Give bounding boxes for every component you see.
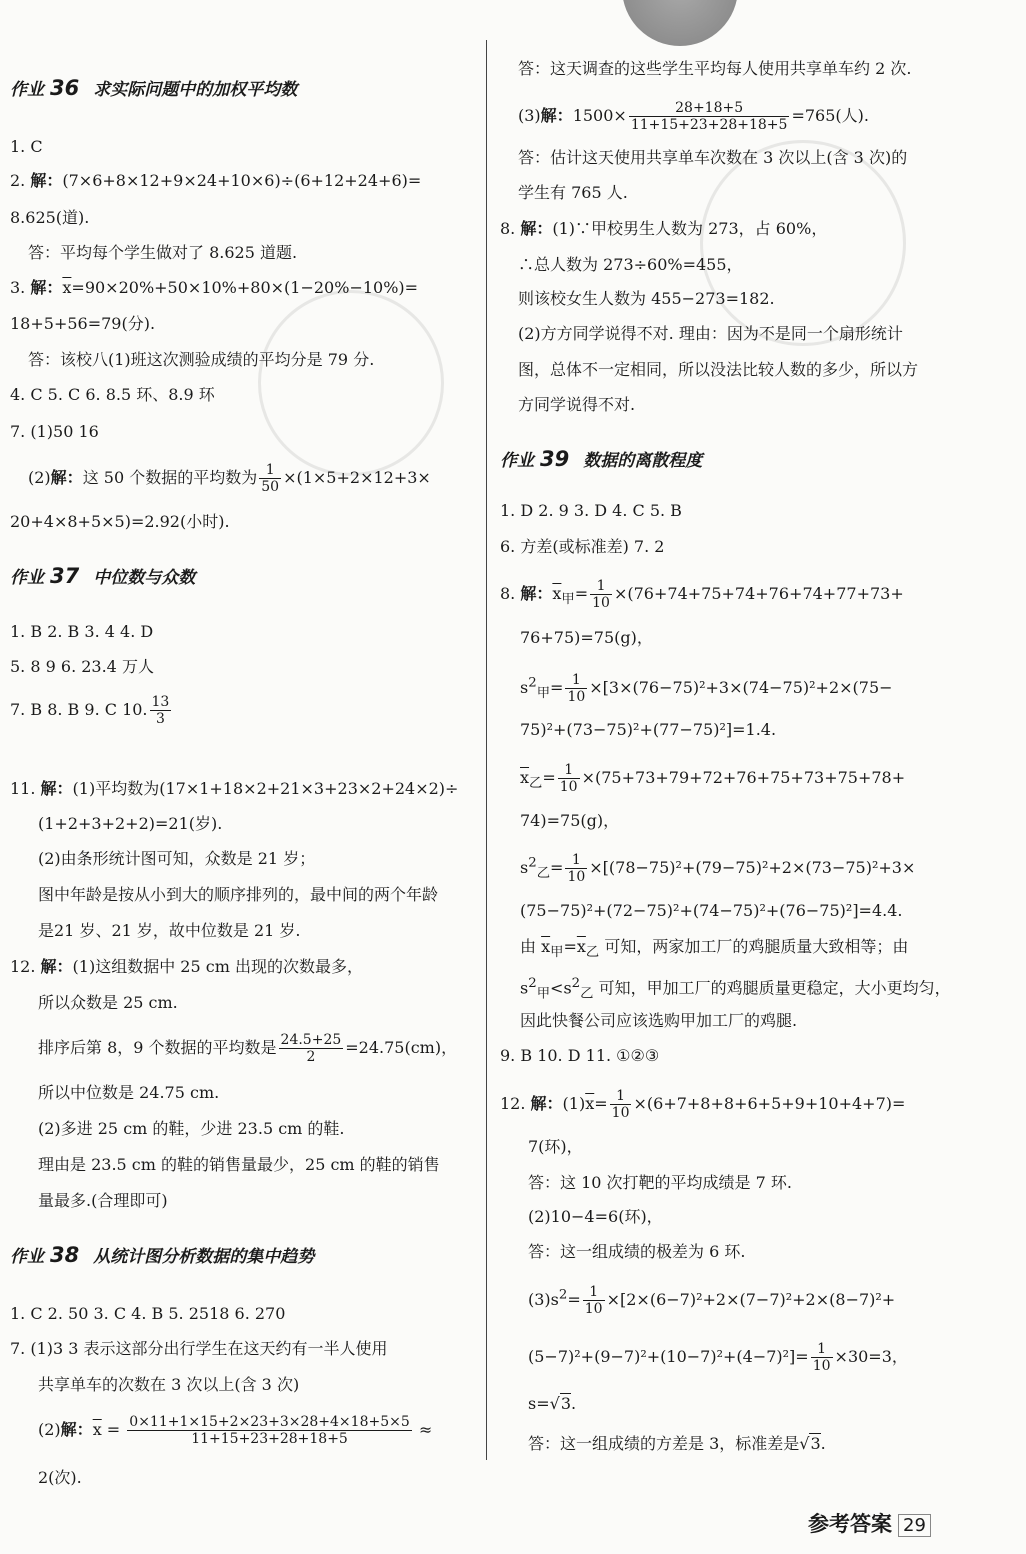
- answer-line: 是21 岁、21 岁，故中位数是 21 岁.: [38, 921, 301, 940]
- answer-line: 答：平均每个学生做对了 8.625 道题.: [28, 243, 298, 262]
- answer-line: (2)由条形统计图可知，众数是 21 岁；: [38, 849, 316, 868]
- answer-line: (5−7)²+(9−7)²+(10−7)²+(4−7)²]= $\frac{1}{10}$ ×30=3，: [528, 1341, 908, 1374]
- answer-line: 9. B 10. D 11. ①②③: [500, 1046, 660, 1065]
- answer-line: 8.625(道).: [10, 208, 90, 227]
- answer-line: 5. 8 9 6. 23.4 万人: [10, 657, 154, 676]
- answer-line: 排序后第 8，9 个数据的平均数是 $\frac{24.5+25}{2}$ =24.75(cm)，: [38, 1032, 458, 1065]
- answer-line: 共享单车的次数在 3 次以上(含 3 次): [38, 1375, 300, 1394]
- page-footer: 参考答案 29: [808, 1508, 931, 1538]
- section-heading-39: 作业 39 数据的离散程度: [500, 447, 703, 471]
- answer-line: 量最多.(合理即可): [38, 1191, 168, 1210]
- answer-line: (2)方方同学说得不对. 理由：因为不是同一个扇形统计: [518, 324, 903, 343]
- answer-line: (2)10−4=6(环)，: [528, 1207, 663, 1226]
- answer-line: $(3)s^2=$ $\frac{1}{10}$ ×[2×(6−7)²+2×(7−7)²+2×(8−7)²+: [528, 1284, 896, 1317]
- answer-line: 1. D 2. 9 3. D 4. C 5. B: [500, 501, 682, 520]
- answer-line: 答：这一组成绩的方差是 3，标准差是√3.: [528, 1434, 826, 1453]
- answer-line: 11. 解：(1)平均数为(17×1+18×2+21×3+23×2+24×2)÷: [10, 779, 459, 798]
- answer-line: 图中年龄是按从小到大的顺序排列的，最中间的两个年龄: [38, 885, 439, 904]
- answer-line: 理由是 23.5 cm 的鞋的销售量最少，25 cm 的鞋的销售: [38, 1155, 440, 1174]
- answer-line: (2)多进 25 cm 的鞋，少进 23.5 cm 的鞋.: [38, 1119, 345, 1138]
- answer-line: $\overline{x}_乙=$ $\frac{1}{10}$ ×(75+73+79+72+76+75+73+75+78+: [520, 762, 906, 795]
- answer-line: (75−75)²+(72−75)²+(74−75)²+(76−75)²]=4.4.: [520, 901, 903, 920]
- answer-line: 图，总体不一定相同，所以没法比较人数的多少，所以方: [518, 360, 919, 379]
- answer-line: 8. 解：(1)∵甲校男生人数为 273，占 60%，: [500, 219, 828, 238]
- answer-line: 因此快餐公司应该选购甲加工厂的鸡腿.: [520, 1011, 798, 1030]
- answer-line: 20+4×8+5×5)=2.92(小时).: [10, 512, 230, 531]
- answer-line: 12. 解：(1)这组数据中 25 cm 出现的次数最多，: [10, 957, 363, 976]
- answer-line: 7(环)，: [528, 1137, 583, 1156]
- answer-line: 1. B 2. B 3. 4 4. D: [10, 622, 154, 641]
- answer-line: 2(次).: [38, 1468, 82, 1487]
- answer-line: 6. 方差(或标准差) 7. 2: [500, 537, 665, 556]
- answer-line: 则该校女生人数为 455−273=182.: [518, 289, 775, 308]
- watermark-stamp: [700, 140, 906, 346]
- answer-line: 所以中位数是 24.75 cm.: [38, 1083, 220, 1102]
- column-divider: [486, 40, 487, 1460]
- answer-line: 1. C: [10, 137, 43, 156]
- answer-line: 3. 解：$\overline{x}=90\times 20\%+50\times 10\%+80\times(1-20\%-10\%)=$: [10, 278, 419, 297]
- answer-line: 所以众数是 25 cm.: [38, 993, 178, 1012]
- page-number: 29: [898, 1514, 931, 1537]
- answer-line: $s^2_甲=$ $\frac{1}{10}$ ×[3×(76−75)²+3×(74−75)²+2×(75−: [520, 672, 893, 705]
- answer-line: 4. C 5. C 6. 8.5 环、8.9 环: [10, 385, 215, 404]
- section-heading-38: 作业 38 从统计图分析数据的集中趋势: [10, 1243, 315, 1267]
- answer-line: (1+2+3+2+2)=21(岁).: [38, 814, 223, 833]
- answer-line: 2. 解：(7×6+8×12+9×24+10×6)÷(6+12+24+6)=: [10, 171, 422, 190]
- answer-line: 12. 解：$(1)\overline{x}=$ $\frac{1}{10}$ ×(6+7+8+8+6+5+9+10+4+7)=: [500, 1088, 906, 1121]
- answer-line: ∴总人数为 273÷60%=455，: [518, 255, 743, 274]
- answer-line: (2)解：这 50 个数据的平均数为 $\frac{1}{50}$ ×(1×5+2×12+3×: [28, 462, 431, 495]
- answer-line: 76+75)=75(g)，: [520, 628, 653, 647]
- answer-line: 学生有 765 人.: [518, 183, 628, 202]
- answer-line: 由 $\overline{x}_甲=\overline{x}_乙$ 可知，两家加工厂的鸡腿质量大致相等；由: [520, 937, 909, 961]
- answer-line: 75)²+(73−75)²+(77−75)²]=1.4.: [520, 720, 777, 739]
- answer-line: $s^2_甲<s^2_乙$ 可知，甲加工厂的鸡腿质量更稳定，大小更均匀，: [520, 976, 951, 1002]
- answer-line: 74)=75(g)，: [520, 811, 620, 830]
- answer-line: (3)解：1500× $\frac{28+18+5}{11+15+23+28+18+5}$ =765(人).: [518, 100, 869, 133]
- answer-line: 18+5+56=79(分).: [10, 314, 156, 333]
- answer-line: s=√3.: [528, 1394, 577, 1413]
- answer-line: (2)解：$\overline{x}$ = $\frac{0\times 11+1\times 15+2\times 23+3\times 28+4\times 18+5\times 5}{11+15+23+28+18+5}$ ≈: [38, 1414, 433, 1447]
- scan-blob: [622, 0, 738, 46]
- watermark-stamp: [258, 290, 444, 476]
- answer-line: 答：该校八(1)班这次测验成绩的平均分是 79 分.: [28, 350, 375, 369]
- section-heading-36: 作业 36 求实际问题中的加权平均数: [10, 76, 298, 100]
- answer-line: 7. (1)3 3 表示这部分出行学生在这天约有一半人使用: [10, 1339, 388, 1358]
- answer-line: 答：这天调查的这些学生平均每人使用共享单车约 2 次.: [518, 59, 912, 78]
- answer-line: 方同学说得不对.: [518, 395, 636, 414]
- answer-line: 答：这一组成绩的极差为 6 环.: [528, 1242, 746, 1261]
- answer-line: 1. C 2. 50 3. C 4. B 5. 2518 6. 270: [10, 1304, 286, 1323]
- section-heading-37: 作业 37 中位数与众数: [10, 564, 196, 588]
- answer-line: 答：估计这天使用共享单车次数在 3 次以上(含 3 次)的: [518, 148, 908, 167]
- answer-line: 8. 解：$\overline{x}_甲=$ $\frac{1}{10}$ ×(76+74+75+74+76+74+77+73+: [500, 578, 904, 611]
- answer-line: 答：这 10 次打靶的平均成绩是 7 环.: [528, 1173, 792, 1192]
- answer-line: 7. B 8. B 9. C 10. $\frac{13}{3}$: [10, 694, 170, 727]
- answer-line: $s^2_乙=$ $\frac{1}{10}$ ×[(78−75)²+(79−75)²+2×(73−75)²+3×: [520, 852, 916, 885]
- answer-line: 7. (1)50 16: [10, 422, 99, 441]
